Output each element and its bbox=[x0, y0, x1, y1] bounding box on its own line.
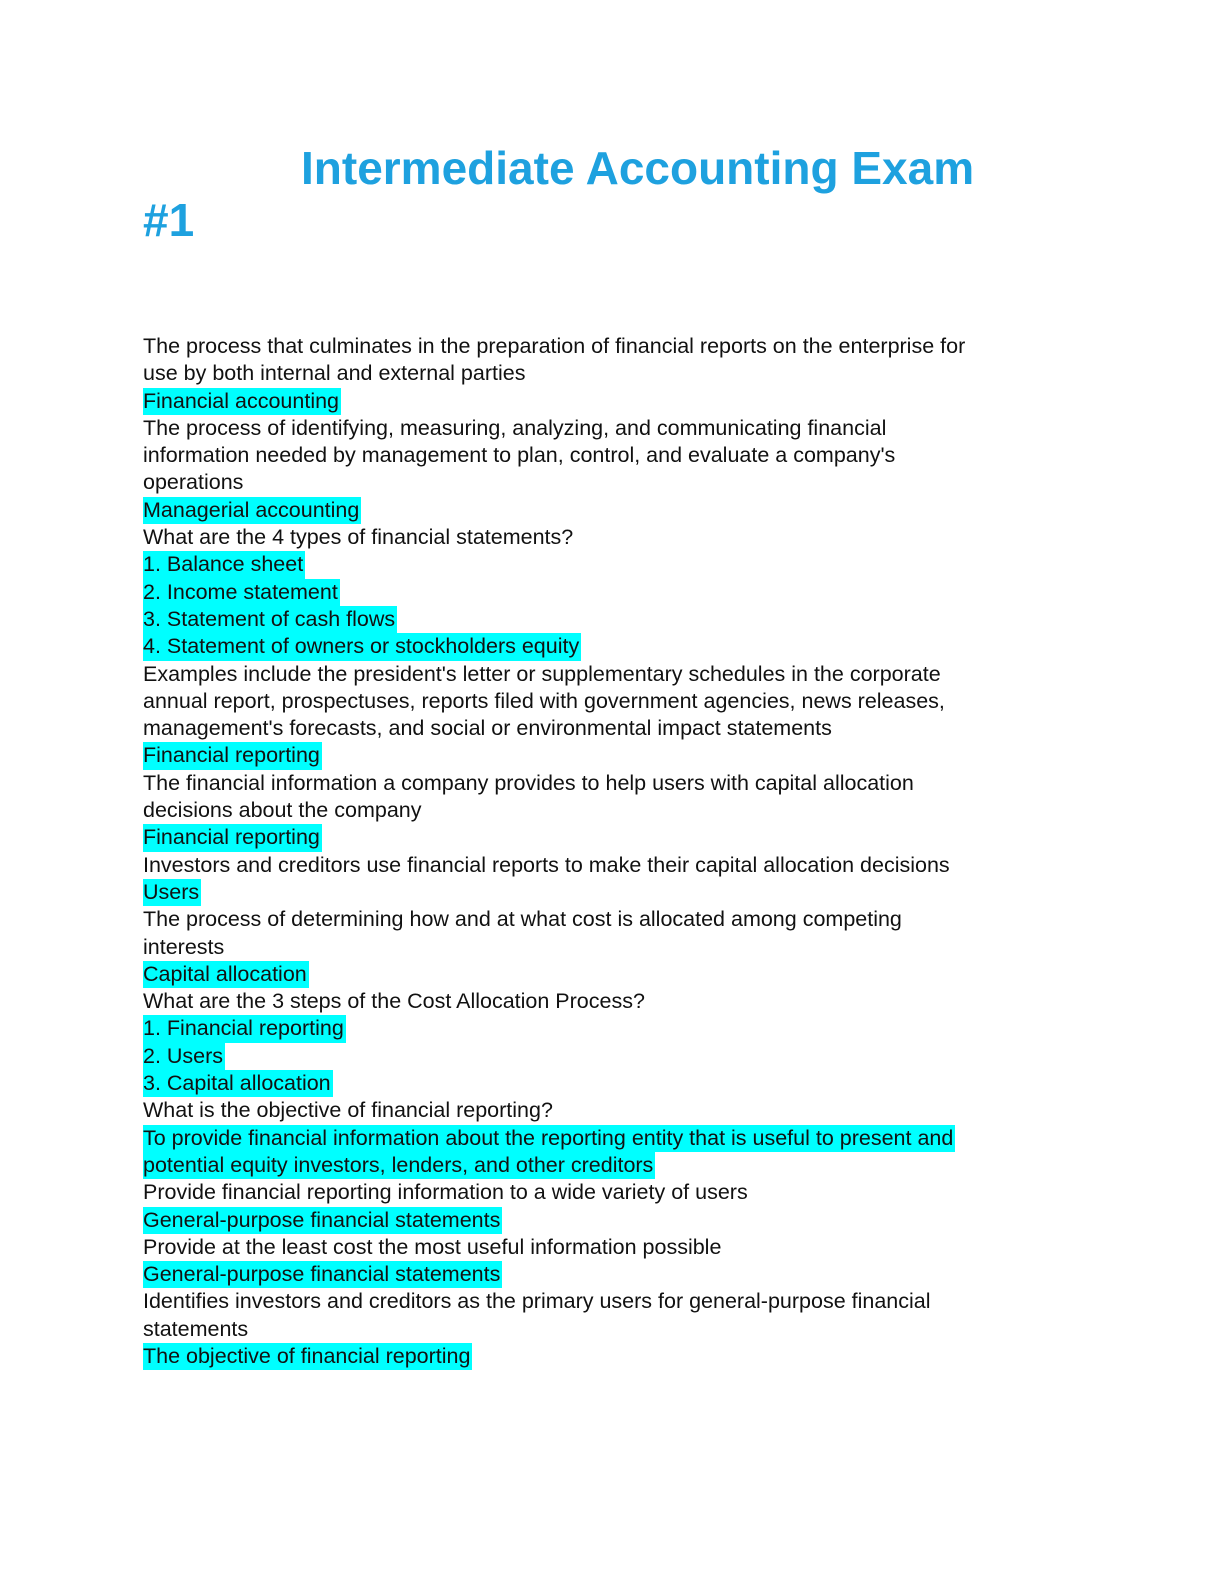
line-text: What are the 4 types of financial statements? bbox=[143, 525, 574, 550]
question-line bbox=[143, 1316, 1083, 1343]
question-line bbox=[143, 988, 1083, 1015]
question-line bbox=[143, 661, 1083, 688]
highlighted-answer-text: General-purpose financial statements bbox=[143, 1207, 502, 1234]
question-line bbox=[143, 1234, 1083, 1261]
line-text: use by both internal and external parties bbox=[143, 361, 526, 386]
highlighted-answer-text: potential equity investors, lenders, and other creditors bbox=[143, 1152, 655, 1179]
line-text: decisions about the company bbox=[143, 798, 422, 823]
answer-line bbox=[143, 388, 1083, 415]
title-number: #1 bbox=[143, 194, 195, 246]
answer-line bbox=[143, 1152, 1083, 1179]
question-line bbox=[143, 360, 1083, 387]
highlighted-answer-text: 2. Users bbox=[143, 1043, 225, 1070]
line-text: The process of identifying, measuring, analyzing, and communicating financial bbox=[143, 415, 887, 440]
line-text: The process of determining how and at what cost is allocated among competing bbox=[143, 907, 902, 932]
question-line bbox=[143, 415, 1083, 442]
line-text: The process that culminates in the preparation of financial reports on the enterprise for bbox=[143, 334, 966, 358]
line-text: Identifies investors and creditors as the primary users for general-purpose financial bbox=[143, 1289, 931, 1314]
answer-line bbox=[143, 1343, 1083, 1370]
question-line bbox=[143, 797, 1083, 824]
answer-line bbox=[143, 606, 1083, 633]
answer-line bbox=[143, 961, 1083, 988]
highlighted-answer-text: To provide financial information about the reporting entity that is useful to present and bbox=[143, 1125, 955, 1152]
question-line bbox=[143, 770, 1083, 797]
question-line bbox=[143, 1288, 1083, 1315]
highlighted-answer-text: Financial reporting bbox=[143, 824, 322, 851]
answer-line bbox=[143, 1043, 1083, 1070]
highlighted-answer-text: 4. Statement of owners or stockholders equity bbox=[143, 633, 581, 660]
question-line bbox=[143, 333, 1083, 360]
line-text: statements bbox=[143, 1316, 249, 1341]
question-line bbox=[143, 1179, 1083, 1206]
line-text: operations bbox=[143, 470, 244, 495]
highlighted-answer-text: Financial accounting bbox=[143, 388, 341, 415]
document-body bbox=[143, 333, 1083, 1370]
answer-line bbox=[143, 1207, 1083, 1234]
answer-line bbox=[143, 497, 1083, 524]
line-text: Provide at the least cost the most useful information possible bbox=[143, 1234, 722, 1259]
highlighted-answer-text: 1. Balance sheet bbox=[143, 551, 305, 578]
question-line bbox=[143, 442, 1083, 469]
answer-line bbox=[143, 1261, 1083, 1288]
answer-line bbox=[143, 742, 1083, 769]
answer-line bbox=[143, 551, 1083, 578]
highlighted-answer-text: 3. Statement of cash flows bbox=[143, 606, 397, 633]
question-line bbox=[143, 934, 1083, 961]
line-text: management's forecasts, and social or environmental impact statements bbox=[143, 716, 832, 741]
question-line bbox=[143, 469, 1083, 496]
question-line bbox=[143, 524, 1083, 551]
answer-line bbox=[143, 579, 1083, 606]
line-text: annual report, prospectuses, reports filed with government agencies, news releases, bbox=[143, 688, 945, 713]
highlighted-answer-text: General-purpose financial statements bbox=[143, 1261, 502, 1288]
line-text: What are the 3 steps of the Cost Allocation Process? bbox=[143, 989, 645, 1014]
highlighted-answer-text: 1. Financial reporting bbox=[143, 1015, 346, 1042]
answer-line bbox=[143, 1125, 1083, 1152]
question-line bbox=[143, 1097, 1083, 1124]
question-line bbox=[143, 906, 1083, 933]
highlighted-answer-text: Users bbox=[143, 879, 201, 906]
answer-line bbox=[143, 824, 1083, 851]
document-title bbox=[143, 140, 1103, 248]
line-text: interests bbox=[143, 934, 225, 959]
question-line bbox=[143, 688, 1083, 715]
highlighted-answer-text: The objective of financial reporting bbox=[143, 1343, 472, 1370]
highlighted-answer-text: Managerial accounting bbox=[143, 497, 361, 524]
highlighted-answer-text: 3. Capital allocation bbox=[143, 1070, 333, 1097]
answer-line bbox=[143, 879, 1083, 906]
answer-line bbox=[143, 1015, 1083, 1042]
question-line bbox=[143, 852, 1083, 879]
line-text: Investors and creditors use financial reports to make their capital allocation decisions bbox=[143, 852, 950, 877]
question-line bbox=[143, 715, 1083, 742]
highlighted-answer-text: Capital allocation bbox=[143, 961, 309, 988]
line-text: Provide financial reporting information to a wide variety of users bbox=[143, 1180, 748, 1205]
highlighted-answer-text: 2. Income statement bbox=[143, 579, 340, 606]
answer-line bbox=[143, 633, 1083, 660]
line-text: Examples include the president's letter or supplementary schedules in the corporate bbox=[143, 661, 941, 686]
line-text: What is the objective of financial reporting? bbox=[143, 1098, 553, 1123]
highlighted-answer-text: Financial reporting bbox=[143, 742, 322, 769]
answer-line bbox=[143, 1070, 1083, 1097]
title-main: Intermediate Accounting Exam bbox=[301, 142, 975, 194]
line-text: information needed by management to plan, control, and evaluate a company's bbox=[143, 443, 896, 468]
line-text: The financial information a company provides to help users with capital allocation bbox=[143, 770, 914, 795]
